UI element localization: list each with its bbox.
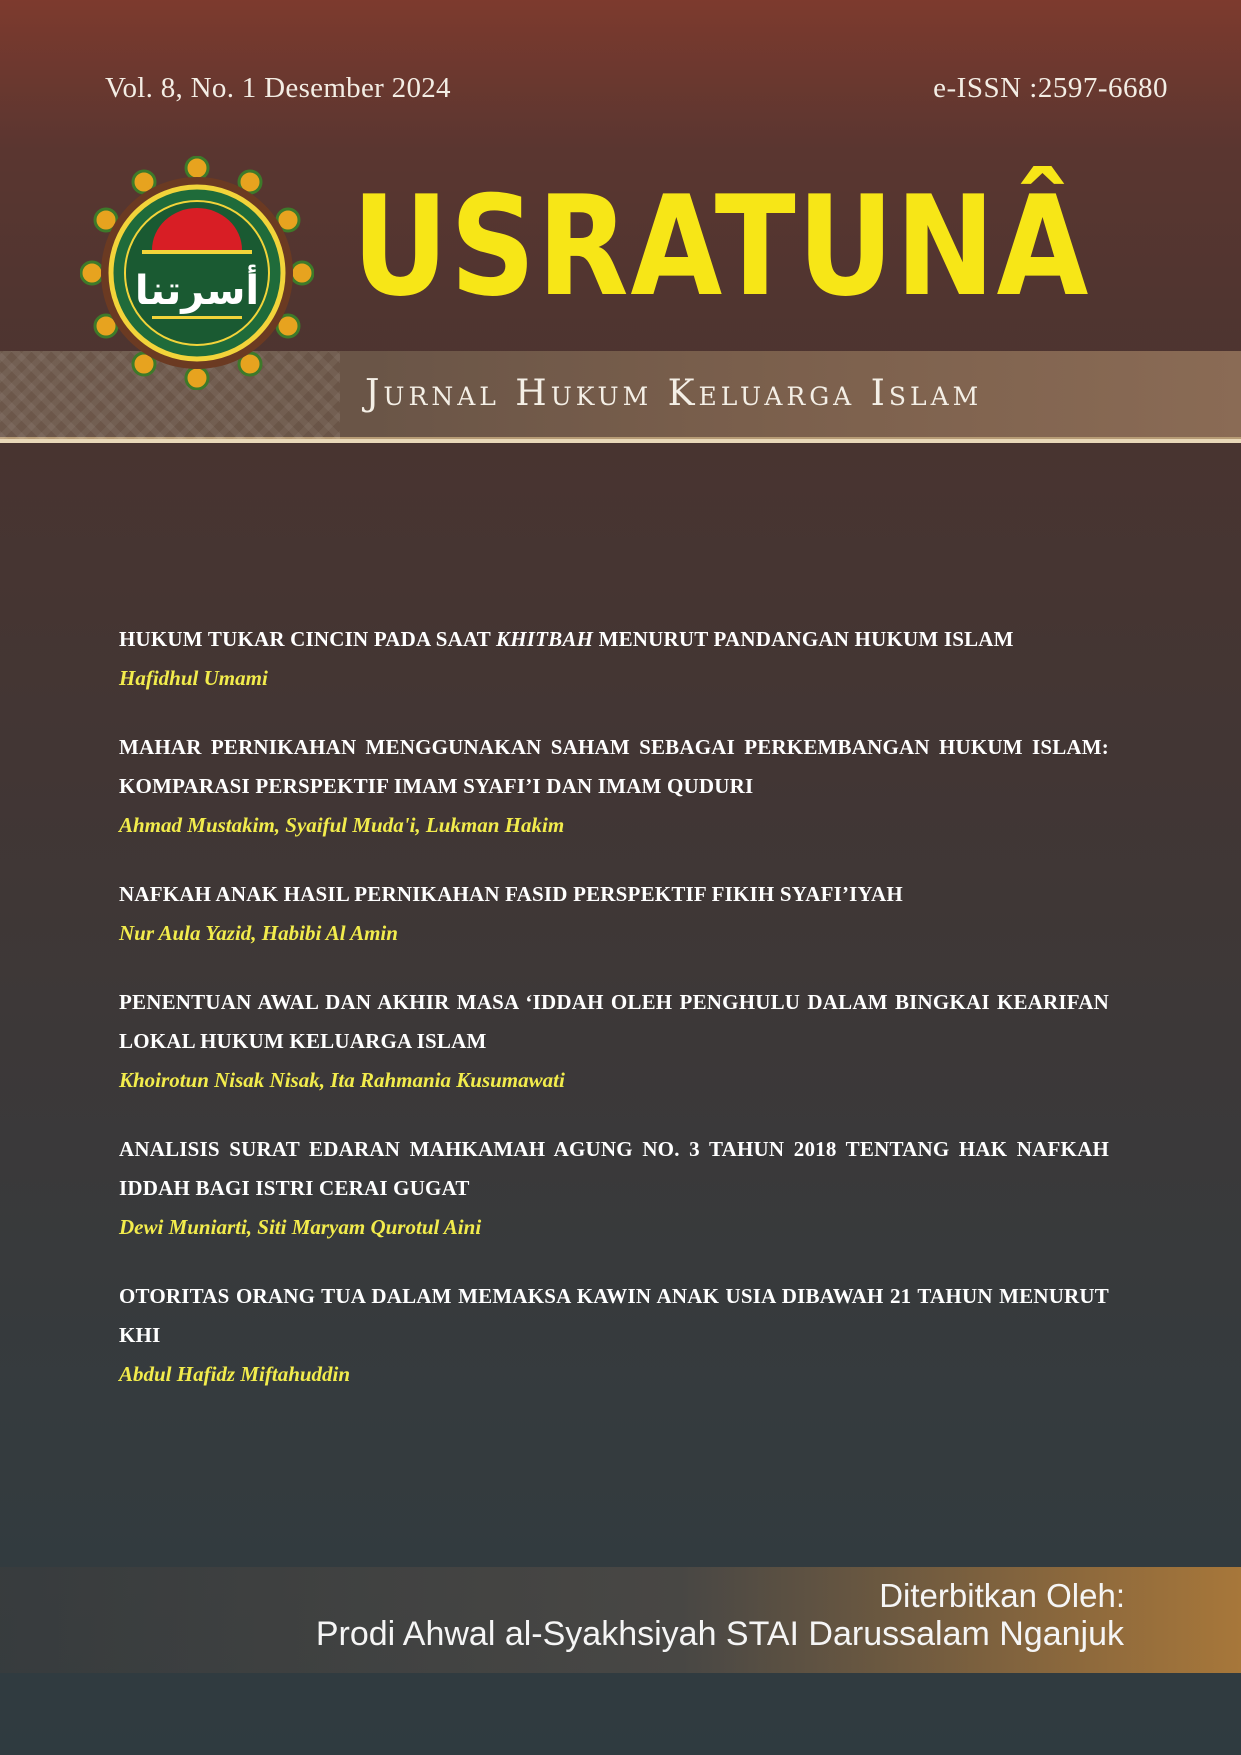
issn: e-ISSN :2597-6680 (933, 72, 1168, 104)
article-authors: Nur Aula Yazid, Habibi Al Amin (119, 921, 398, 945)
article-authors: Abdul Hafidz Miftahuddin (119, 1362, 351, 1386)
article-authors: Hafidhul Umami (119, 666, 268, 690)
article-item (119, 620, 1109, 698)
article-list (119, 620, 1109, 1424)
article-item (119, 875, 1109, 953)
publisher-name: Prodi Ahwal al-Syakhsiyah STAI Darussalam Nganjuk (315, 1615, 1124, 1653)
article-title: OTORITAS ORANG TUA DALAM MEMAKSA KAWIN ANAK USIA DIBAWAH 21 TAHUN MENURUT KHI (119, 1284, 1109, 1347)
journal-subtitle: Jurnal Hukum Keluarga Islam (365, 373, 983, 414)
article-item (119, 728, 1109, 845)
article-item (119, 1277, 1109, 1394)
journal-logo (80, 156, 314, 390)
article-title: NAFKAH ANAK HASIL PERNIKAHAN FASID PERSPEKTIF FIKIH SYAFI’IYAH (119, 882, 903, 906)
article-title: PENENTUAN AWAL DAN AKHIR MASA ‘IDDAH OLEH PENGHULU DALAM BINGKAI KEARIFAN LOKAL HUKUM KELUARGA ISLAM (119, 990, 1109, 1053)
logo-arabic-text: أسرتنا (134, 268, 260, 314)
article-item (119, 983, 1109, 1100)
article-authors: Ahmad Mustakim, Syaiful Muda'i, Lukman Hakim (119, 813, 565, 837)
article-title: MAHAR PERNIKAHAN MENGGUNAKAN SAHAM SEBAGAI PERKEMBANGAN HUKUM ISLAM: KOMPARASI PERSPEKTIF IMAM SYAFI’I DAN IMAM QUDURI (119, 735, 1109, 798)
journal-title: USRATUNÂ (352, 166, 1091, 327)
article-title: HUKUM TUKAR CINCIN PADA SAAT KHITBAH MENURUT PANDANGAN HUKUM ISLAM (119, 627, 1014, 651)
article-title: ANALISIS SURAT EDARAN MAHKAMAH AGUNG NO. 3 TAHUN 2018 TENTANG HAK NAFKAH IDDAH BAGI ISTRI CERAI GUGAT (119, 1137, 1109, 1200)
article-item (119, 1130, 1109, 1247)
publisher-label: Diterbitkan Oleh: (879, 1577, 1125, 1614)
article-authors: Dewi Muniarti, Siti Maryam Qurotul Aini (119, 1215, 482, 1239)
article-authors: Khoirotun Nisak Nisak, Ita Rahmania Kusumawati (119, 1068, 565, 1092)
issue-info: Vol. 8, No. 1 Desember 2024 (105, 72, 451, 104)
